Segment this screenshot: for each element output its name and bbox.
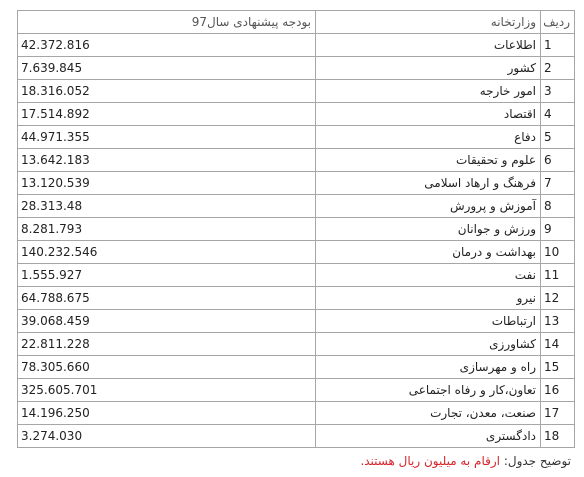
row-ministry: ارتباطات xyxy=(316,310,541,333)
table-row xyxy=(18,402,575,425)
table-note xyxy=(360,453,571,469)
table-header-row xyxy=(18,11,575,34)
row-index: 1 xyxy=(541,34,575,57)
table-row xyxy=(18,425,575,448)
row-budget: 7.639.845 xyxy=(18,57,316,80)
row-budget: 1.555.927 xyxy=(18,264,316,287)
row-budget: 3.274.030 xyxy=(18,425,316,448)
row-ministry: صنعت، معدن، تجارت xyxy=(316,402,541,425)
row-ministry: علوم و تحقیقات xyxy=(316,149,541,172)
row-budget: 8.281.793 xyxy=(18,218,316,241)
row-index: 12 xyxy=(541,287,575,310)
row-index: 10 xyxy=(541,241,575,264)
header-budget: بودجه پیشنهادی سال97 xyxy=(18,11,316,34)
table-row xyxy=(18,333,575,356)
table-row xyxy=(18,310,575,333)
row-budget: 44.971.355 xyxy=(18,126,316,149)
row-index: 18 xyxy=(541,425,575,448)
table-row xyxy=(18,57,575,80)
table-row xyxy=(18,218,575,241)
row-index: 9 xyxy=(541,218,575,241)
table-row xyxy=(18,287,575,310)
row-budget: 325.605.701 xyxy=(18,379,316,402)
row-index: 2 xyxy=(541,57,575,80)
header-index: ردیف xyxy=(541,11,575,34)
budget-table-container xyxy=(17,10,574,448)
table-note-text: ارقام به میلیون ریال هستند. xyxy=(360,454,500,468)
row-ministry: کشاورزی xyxy=(316,333,541,356)
row-ministry: ورزش و جوانان xyxy=(316,218,541,241)
row-budget: 17.514.892 xyxy=(18,103,316,126)
table-row xyxy=(18,172,575,195)
row-ministry: امور خارجه xyxy=(316,80,541,103)
row-index: 13 xyxy=(541,310,575,333)
row-budget: 22.811.228 xyxy=(18,333,316,356)
row-index: 5 xyxy=(541,126,575,149)
row-index: 17 xyxy=(541,402,575,425)
row-budget: 39.068.459 xyxy=(18,310,316,333)
row-budget: 13.120.539 xyxy=(18,172,316,195)
budget-table xyxy=(17,10,575,448)
row-budget: 42.372.816 xyxy=(18,34,316,57)
table-body xyxy=(18,34,575,448)
row-budget: 28.313.48 xyxy=(18,195,316,218)
row-ministry: اطلاعات xyxy=(316,34,541,57)
row-budget: 64.788.675 xyxy=(18,287,316,310)
row-index: 15 xyxy=(541,356,575,379)
row-ministry: بهداشت و درمان xyxy=(316,241,541,264)
row-budget: 78.305.660 xyxy=(18,356,316,379)
row-budget: 13.642.183 xyxy=(18,149,316,172)
header-ministry: وزارتخانه xyxy=(316,11,541,34)
table-row xyxy=(18,264,575,287)
row-budget: 18.316.052 xyxy=(18,80,316,103)
row-index: 8 xyxy=(541,195,575,218)
row-index: 16 xyxy=(541,379,575,402)
row-index: 11 xyxy=(541,264,575,287)
row-index: 6 xyxy=(541,149,575,172)
table-row xyxy=(18,126,575,149)
row-ministry: آموزش و پرورش xyxy=(316,195,541,218)
table-row xyxy=(18,195,575,218)
row-budget: 14.196.250 xyxy=(18,402,316,425)
table-row xyxy=(18,356,575,379)
row-ministry: اقتصاد xyxy=(316,103,541,126)
table-row xyxy=(18,80,575,103)
table-note-label: توضیح جدول: xyxy=(503,454,571,468)
table-row xyxy=(18,103,575,126)
row-ministry: دفاع xyxy=(316,126,541,149)
row-index: 3 xyxy=(541,80,575,103)
row-ministry: فرهنگ و ارهاد اسلامی xyxy=(316,172,541,195)
table-row xyxy=(18,379,575,402)
row-ministry: دادگستری xyxy=(316,425,541,448)
row-ministry: راه و مهرسازی xyxy=(316,356,541,379)
table-row xyxy=(18,241,575,264)
row-index: 4 xyxy=(541,103,575,126)
table-row xyxy=(18,149,575,172)
row-index: 7 xyxy=(541,172,575,195)
row-ministry: تعاون،کار و رفاه اجتماعی xyxy=(316,379,541,402)
row-ministry: نفت xyxy=(316,264,541,287)
row-ministry: نیرو xyxy=(316,287,541,310)
row-budget: 140.232.546 xyxy=(18,241,316,264)
row-index: 14 xyxy=(541,333,575,356)
table-row xyxy=(18,34,575,57)
row-ministry: کشور xyxy=(316,57,541,80)
